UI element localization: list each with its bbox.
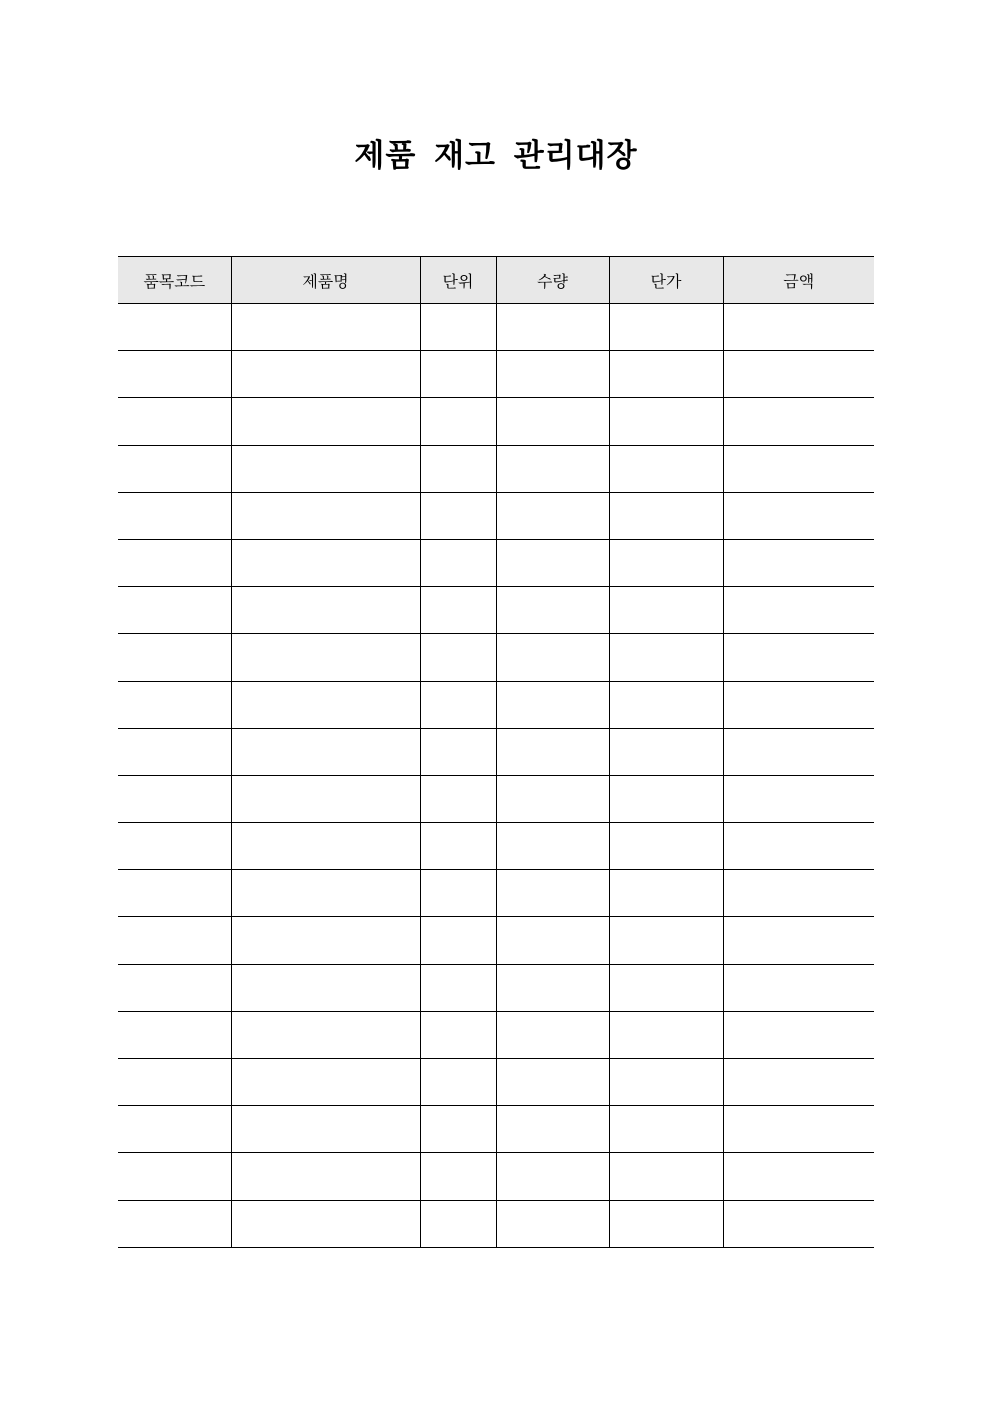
table-cell-product-name[interactable] [231,492,420,539]
table-cell-unit[interactable] [420,964,496,1011]
table-cell-unit[interactable] [420,587,496,634]
table-cell-quantity[interactable] [496,445,609,492]
table-cell-amount[interactable] [723,1011,874,1058]
table-cell-quantity[interactable] [496,681,609,728]
table-row [118,1059,874,1106]
table-cell-amount[interactable] [723,1059,874,1106]
table-cell-item-code[interactable] [118,634,231,681]
column-header-product-name: 제품명 [231,257,420,304]
table-cell-unit-price[interactable] [609,1059,723,1106]
table-cell-unit-price[interactable] [609,917,723,964]
table-cell-unit[interactable] [420,445,496,492]
table-cell-amount[interactable] [723,775,874,822]
table-cell-quantity[interactable] [496,1059,609,1106]
table-cell-unit-price[interactable] [609,351,723,398]
table-cell-product-name[interactable] [231,634,420,681]
table-cell-amount[interactable] [723,870,874,917]
table-cell-amount[interactable] [723,351,874,398]
table-cell-quantity[interactable] [496,634,609,681]
table-cell-quantity[interactable] [496,587,609,634]
table-cell-product-name[interactable] [231,587,420,634]
column-header-unit-price: 단가 [609,257,723,304]
table-cell-unit-price[interactable] [609,823,723,870]
table-cell-unit-price[interactable] [609,1106,723,1153]
table-cell-amount[interactable] [723,964,874,1011]
table-cell-item-code[interactable] [118,1011,231,1058]
table-cell-product-name[interactable] [231,304,420,351]
column-header-item-code: 품목코드 [118,257,231,304]
table-cell-quantity[interactable] [496,775,609,822]
table-cell-unit[interactable] [420,634,496,681]
table-cell-item-code[interactable] [118,1059,231,1106]
table-cell-item-code[interactable] [118,775,231,822]
table-cell-quantity[interactable] [496,823,609,870]
table-cell-unit-price[interactable] [609,634,723,681]
table-cell-amount[interactable] [723,634,874,681]
table-row [118,728,874,775]
table-cell-item-code[interactable] [118,1153,231,1200]
table-cell-quantity[interactable] [496,1153,609,1200]
table-cell-quantity[interactable] [496,1200,609,1247]
table-cell-unit-price[interactable] [609,304,723,351]
table-cell-item-code[interactable] [118,1106,231,1153]
table-cell-unit[interactable] [420,539,496,586]
table-cell-product-name[interactable] [231,775,420,822]
table-cell-unit[interactable] [420,1011,496,1058]
table-cell-item-code[interactable] [118,964,231,1011]
table-cell-amount[interactable] [723,304,874,351]
table-cell-unit-price[interactable] [609,870,723,917]
table-cell-unit[interactable] [420,304,496,351]
table-cell-unit[interactable] [420,492,496,539]
table-row [118,634,874,681]
table-row [118,351,874,398]
table-cell-unit[interactable] [420,917,496,964]
table-cell-amount[interactable] [723,823,874,870]
table-cell-quantity[interactable] [496,917,609,964]
table-cell-product-name[interactable] [231,1106,420,1153]
table-cell-item-code[interactable] [118,351,231,398]
table-cell-quantity[interactable] [496,964,609,1011]
table-cell-item-code[interactable] [118,870,231,917]
table-cell-unit-price[interactable] [609,964,723,1011]
table-cell-item-code[interactable] [118,587,231,634]
table-row [118,587,874,634]
table-cell-quantity[interactable] [496,728,609,775]
table-cell-quantity[interactable] [496,398,609,445]
table-cell-item-code[interactable] [118,823,231,870]
table-row [118,917,874,964]
table-cell-product-name[interactable] [231,681,420,728]
table-cell-unit[interactable] [420,1153,496,1200]
table-cell-product-name[interactable] [231,398,420,445]
table-row [118,823,874,870]
table-cell-unit[interactable] [420,823,496,870]
table-cell-quantity[interactable] [496,870,609,917]
table-cell-unit-price[interactable] [609,445,723,492]
table-cell-unit-price[interactable] [609,398,723,445]
table-row [118,1106,874,1153]
table-cell-quantity[interactable] [496,1106,609,1153]
table-cell-unit[interactable] [420,1106,496,1153]
table-cell-product-name[interactable] [231,870,420,917]
table-cell-unit-price[interactable] [609,681,723,728]
table-row [118,775,874,822]
table-body [118,304,874,1248]
table-cell-item-code[interactable] [118,728,231,775]
table-row [118,539,874,586]
table-row [118,681,874,728]
table-cell-unit-price[interactable] [609,1011,723,1058]
table-cell-amount[interactable] [723,728,874,775]
table-cell-amount[interactable] [723,1106,874,1153]
table-cell-amount[interactable] [723,1200,874,1247]
table-cell-amount[interactable] [723,445,874,492]
table-cell-unit[interactable] [420,1200,496,1247]
table-cell-unit-price[interactable] [609,539,723,586]
table-cell-product-name[interactable] [231,964,420,1011]
table-row [118,1200,874,1247]
table-cell-product-name[interactable] [231,728,420,775]
table-cell-unit-price[interactable] [609,492,723,539]
table-cell-amount[interactable] [723,539,874,586]
table-cell-amount[interactable] [723,917,874,964]
table-cell-unit-price[interactable] [609,1200,723,1247]
inventory-ledger-table [118,256,874,1248]
table-cell-item-code[interactable] [118,1200,231,1247]
table-cell-amount[interactable] [723,587,874,634]
table-cell-unit-price[interactable] [609,1153,723,1200]
table-cell-unit[interactable] [420,681,496,728]
table-cell-item-code[interactable] [118,681,231,728]
table-cell-item-code[interactable] [118,398,231,445]
table-cell-unit[interactable] [420,351,496,398]
table-row [118,398,874,445]
table-row [118,1153,874,1200]
column-header-quantity: 수량 [496,257,609,304]
table-cell-product-name[interactable] [231,823,420,870]
table-cell-product-name[interactable] [231,1153,420,1200]
table-header-row [118,257,874,304]
table-row [118,1011,874,1058]
table-cell-item-code[interactable] [118,917,231,964]
table-row [118,492,874,539]
table-cell-unit-price[interactable] [609,775,723,822]
table-cell-quantity[interactable] [496,1011,609,1058]
table-cell-quantity[interactable] [496,492,609,539]
table-cell-item-code[interactable] [118,304,231,351]
table-row [118,445,874,492]
table-cell-product-name[interactable] [231,351,420,398]
table-cell-product-name[interactable] [231,917,420,964]
table-row [118,304,874,351]
table-cell-quantity[interactable] [496,304,609,351]
table-cell-unit[interactable] [420,870,496,917]
table-cell-unit-price[interactable] [609,587,723,634]
table-cell-unit[interactable] [420,728,496,775]
table-cell-quantity[interactable] [496,351,609,398]
table-cell-quantity[interactable] [496,539,609,586]
table-cell-amount[interactable] [723,398,874,445]
table-cell-amount[interactable] [723,1153,874,1200]
page-title: 제품 재고 관리대장 [354,138,638,174]
table-cell-item-code[interactable] [118,492,231,539]
column-header-amount: 금액 [723,257,874,304]
table-cell-amount[interactable] [723,492,874,539]
table-row [118,964,874,1011]
table-cell-product-name[interactable] [231,445,420,492]
table-cell-unit[interactable] [420,775,496,822]
table-cell-unit-price[interactable] [609,728,723,775]
table-cell-product-name[interactable] [231,1200,420,1247]
table-cell-item-code[interactable] [118,539,231,586]
table-cell-product-name[interactable] [231,539,420,586]
table-cell-unit[interactable] [420,1059,496,1106]
table-cell-amount[interactable] [723,681,874,728]
table-row [118,870,874,917]
table-cell-item-code[interactable] [118,445,231,492]
column-header-unit: 단위 [420,257,496,304]
table-cell-product-name[interactable] [231,1059,420,1106]
table-cell-unit[interactable] [420,398,496,445]
table-cell-product-name[interactable] [231,1011,420,1058]
